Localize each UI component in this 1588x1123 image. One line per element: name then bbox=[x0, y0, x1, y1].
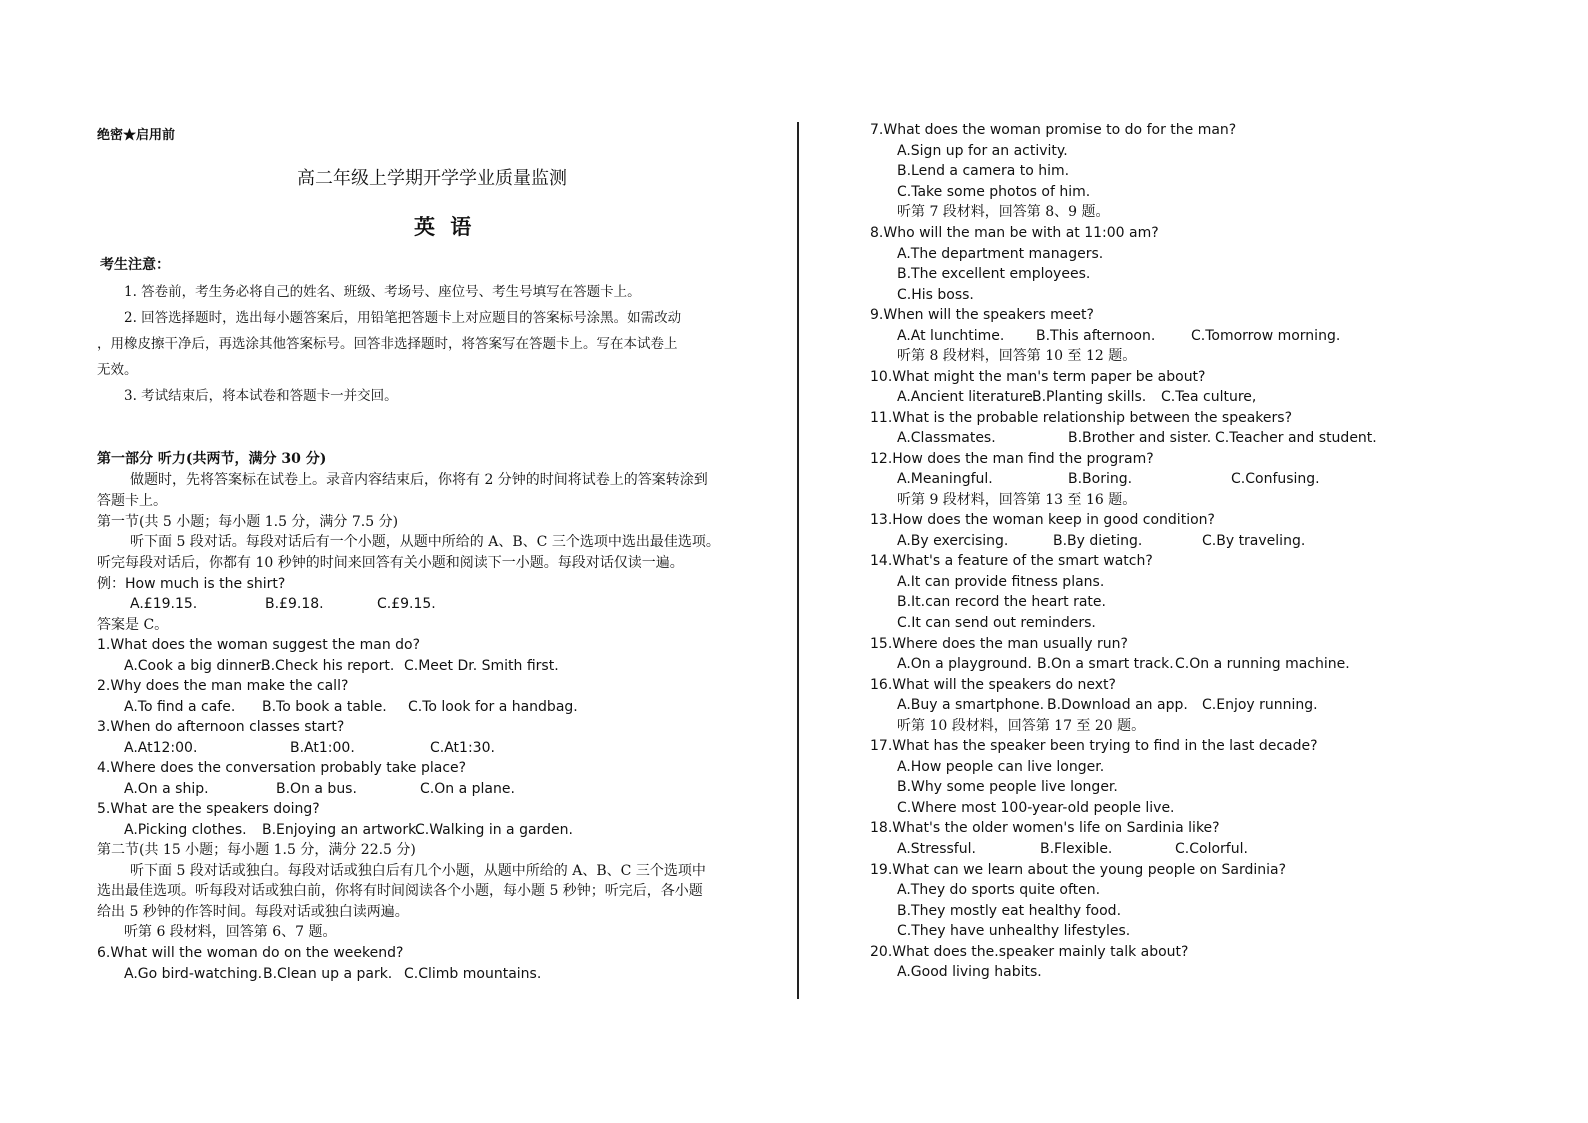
q7-option-a: A.Sign up for an activity. bbox=[897, 143, 1068, 159]
passage-6-label: 听第 6 段材料，回答第 6、7 题。 bbox=[124, 924, 337, 940]
q17-option-b: B.Why some people live longer. bbox=[897, 779, 1118, 795]
section2-instruction-line-3: 给出 5 秒钟的作答时间。每段对话或独白读两遍。 bbox=[97, 904, 409, 920]
passage-10-label: 听第 10 段材料，回答第 17 至 20 题。 bbox=[897, 718, 1146, 734]
q4-option-b: B.On a bus. bbox=[276, 781, 357, 797]
section1-instruction-line-2: 听完每段对话后，你都有 10 秒钟的时间来回答有关小题和阅读下一小题。每段对话仅读一遍。 bbox=[97, 555, 684, 571]
question-14: 14.What's a feature of the smart watch? bbox=[870, 553, 1153, 569]
q2-option-a: A.To find a cafe. bbox=[124, 699, 236, 715]
q3-option-c: C.At1:30. bbox=[430, 740, 495, 756]
notice-item-2-line-3: 无效。 bbox=[97, 362, 138, 378]
question-3: 3.When do afternoon classes start? bbox=[97, 719, 345, 735]
passage-9-label: 听第 9 段材料，回答第 13 至 16 题。 bbox=[897, 492, 1137, 508]
question-6: 6.What will the woman do on the weekend? bbox=[97, 945, 404, 961]
question-13: 13.How does the woman keep in good condition? bbox=[870, 512, 1215, 528]
question-19: 19.What can we learn about the young people on Sardinia? bbox=[870, 862, 1287, 878]
question-10: 10.What might the man's term paper be about? bbox=[870, 369, 1206, 385]
q9-option-a: A.At lunchtime. bbox=[897, 328, 1005, 344]
question-20: 20.What does the.speaker mainly talk about? bbox=[870, 944, 1189, 960]
notice-item-3: 3. 考试结束后，将本试卷和答题卡一并交回。 bbox=[124, 388, 398, 404]
q14-option-b: B.It.can record the heart rate. bbox=[897, 594, 1106, 610]
subject-title: 英 语 bbox=[414, 214, 476, 239]
q6-option-b: B.Clean up a park. bbox=[263, 966, 393, 982]
q16-option-b: B.Download an app. bbox=[1047, 697, 1188, 713]
q10-option-c: C.Tea culture, bbox=[1161, 389, 1257, 405]
passage-7-label: 听第 7 段材料，回答第 8、9 题。 bbox=[897, 204, 1110, 220]
confidential-label: 绝密★启用前 bbox=[97, 128, 176, 143]
example-option-b: B.£9.18. bbox=[265, 596, 324, 612]
section2-instruction-line-1: 听下面 5 段对话或独白。每段对话或独白后有几个小题，从题中所给的 A、B、C 三个选项中 bbox=[130, 863, 706, 879]
q15-option-c: C.On a running machine. bbox=[1175, 656, 1350, 672]
q6-option-a: A.Go bird-watching. bbox=[124, 966, 263, 982]
section1-heading: 第一节(共 5 小题；每小题 1.5 分，满分 7.5 分) bbox=[97, 514, 399, 530]
q5-option-a: A.Picking clothes. bbox=[124, 822, 247, 838]
q5-option-b: B.Enjoying an artwork. bbox=[262, 822, 421, 838]
q15-option-a: A.On a playground. bbox=[897, 656, 1032, 672]
q19-option-c: C.They have unhealthy lifestyles. bbox=[897, 923, 1131, 939]
section2-heading: 第二节(共 15 小题；每小题 1.5 分，满分 22.5 分) bbox=[97, 842, 416, 858]
section2-instruction-line-2: 选出最佳选项。听每段对话或独白前，你将有时间阅读各个小题，每小题 5 秒钟；听完后，各小题 bbox=[97, 883, 703, 899]
question-12: 12.How does the man find the program? bbox=[870, 451, 1154, 467]
question-11: 11.What is the probable relationship between the speakers? bbox=[870, 410, 1292, 426]
notice-item-1: 1. 答卷前，考生务必将自己的姓名、班级、考场号、座位号、考生号填写在答题卡上。 bbox=[124, 284, 641, 300]
q16-option-c: C.Enjoy running. bbox=[1202, 697, 1318, 713]
q9-option-b: B.This afternoon. bbox=[1036, 328, 1156, 344]
q2-option-b: B.To book a table. bbox=[262, 699, 387, 715]
q18-option-b: B.Flexible. bbox=[1040, 841, 1113, 857]
question-18: 18.What's the older women's life on Sardinia like? bbox=[870, 820, 1220, 836]
q17-option-c: C.Where most 100-year-old people live. bbox=[897, 800, 1175, 816]
q16-option-a: A.Buy a smartphone. bbox=[897, 697, 1045, 713]
q5-option-c: C.Walking in a garden. bbox=[415, 822, 573, 838]
notice-heading: 考生注意： bbox=[100, 257, 170, 273]
q1-option-c: C.Meet Dr. Smith first. bbox=[404, 658, 559, 674]
question-1: 1.What does the woman suggest the man do? bbox=[97, 637, 421, 653]
exam-title: 高二年级上学期开学学业质量监测 bbox=[297, 168, 567, 189]
q11-option-b: B.Brother and sister. bbox=[1068, 430, 1212, 446]
q13-option-a: A.By exercising. bbox=[897, 533, 1009, 549]
q19-option-b: B.They mostly eat healthy food. bbox=[897, 903, 1122, 919]
question-9: 9.When will the speakers meet? bbox=[870, 307, 1094, 323]
q8-option-b: B.The excellent employees. bbox=[897, 266, 1091, 282]
q12-option-a: A.Meaningful. bbox=[897, 471, 993, 487]
q3-option-a: A.At12:00. bbox=[124, 740, 198, 756]
question-17: 17.What has the speaker been trying to find in the last decade? bbox=[870, 738, 1318, 754]
column-divider bbox=[797, 122, 799, 999]
q1-option-a: A.Cook a big dinner. bbox=[124, 658, 265, 674]
q4-option-c: C.On a plane. bbox=[420, 781, 515, 797]
q10-option-a: A.Ancient literature. bbox=[897, 389, 1038, 405]
q3-option-b: B.At1:00. bbox=[290, 740, 355, 756]
question-7: 7.What does the woman promise to do for the man? bbox=[870, 122, 1237, 138]
part1-intro-line-1: 做题时，先将答案标在试卷上。录音内容结束后，你将有 2 分钟的时间将试卷上的答案转涂到 bbox=[130, 472, 708, 488]
q19-option-a: A.They do sports quite often. bbox=[897, 882, 1101, 898]
q2-option-c: C.To look for a handbag. bbox=[408, 699, 578, 715]
q13-option-c: C.By traveling. bbox=[1202, 533, 1306, 549]
q7-option-b: B.Lend a camera to him. bbox=[897, 163, 1070, 179]
part1-intro-line-2: 答题卡上。 bbox=[97, 493, 167, 509]
q12-option-b: B.Boring. bbox=[1068, 471, 1133, 487]
q15-option-b: B.On a smart track. bbox=[1037, 656, 1174, 672]
question-15: 15.Where does the man usually run? bbox=[870, 636, 1128, 652]
q12-option-c: C.Confusing. bbox=[1231, 471, 1320, 487]
passage-8-label: 听第 8 段材料，回答第 10 至 12 题。 bbox=[897, 348, 1137, 364]
q17-option-a: A.How people can live longer. bbox=[897, 759, 1105, 775]
question-8: 8.Who will the man be with at 11:00 am? bbox=[870, 225, 1159, 241]
question-16: 16.What will the speakers do next? bbox=[870, 677, 1116, 693]
q14-option-a: A.It can provide fitness plans. bbox=[897, 574, 1105, 590]
q1-option-b: B.Check his report. bbox=[261, 658, 395, 674]
example-option-a: A.£19.15. bbox=[130, 596, 198, 612]
q18-option-c: C.Colorful. bbox=[1175, 841, 1248, 857]
part1-heading: 第一部分 听力(共两节，满分 30 分) bbox=[97, 451, 327, 467]
example-question: 例：How much is the shirt? bbox=[97, 576, 286, 592]
question-2: 2.Why does the man make the call? bbox=[97, 678, 349, 694]
q13-option-b: B.By dieting. bbox=[1053, 533, 1143, 549]
q6-option-c: C.Climb mountains. bbox=[404, 966, 542, 982]
section1-instruction-line-1: 听下面 5 段对话。每段对话后有一个小题，从题中所给的 A、B、C 三个选项中选出最佳选项。 bbox=[130, 534, 720, 550]
q14-option-c: C.It can send out reminders. bbox=[897, 615, 1096, 631]
q20-option-a: A.Good living habits. bbox=[897, 964, 1042, 980]
example-option-c: C.£9.15. bbox=[377, 596, 436, 612]
q8-option-c: C.His boss. bbox=[897, 287, 974, 303]
q18-option-a: A.Stressful. bbox=[897, 841, 976, 857]
q7-option-c: C.Take some photos of him. bbox=[897, 184, 1091, 200]
q8-option-a: A.The department managers. bbox=[897, 246, 1104, 262]
q11-option-c: C.Teacher and student. bbox=[1215, 430, 1377, 446]
notice-item-2-line-2: ，用橡皮擦干净后，再选涂其他答案标号。回答非选择题时，将答案写在答题卡上。写在本试卷上 bbox=[97, 336, 678, 352]
q9-option-c: C.Tomorrow morning. bbox=[1191, 328, 1341, 344]
example-answer: 答案是 C。 bbox=[97, 617, 169, 633]
question-4: 4.Where does the conversation probably take place? bbox=[97, 760, 467, 776]
question-5: 5.What are the speakers doing? bbox=[97, 801, 320, 817]
q10-option-b: B.Planting skills. bbox=[1032, 389, 1147, 405]
notice-item-2-line-1: 2. 回答选择题时，选出每小题答案后，用铅笔把答题卡上对应题目的答案标号涂黑。如需改动 bbox=[124, 310, 682, 326]
q4-option-a: A.On a ship. bbox=[124, 781, 209, 797]
q11-option-a: A.Classmates. bbox=[897, 430, 996, 446]
